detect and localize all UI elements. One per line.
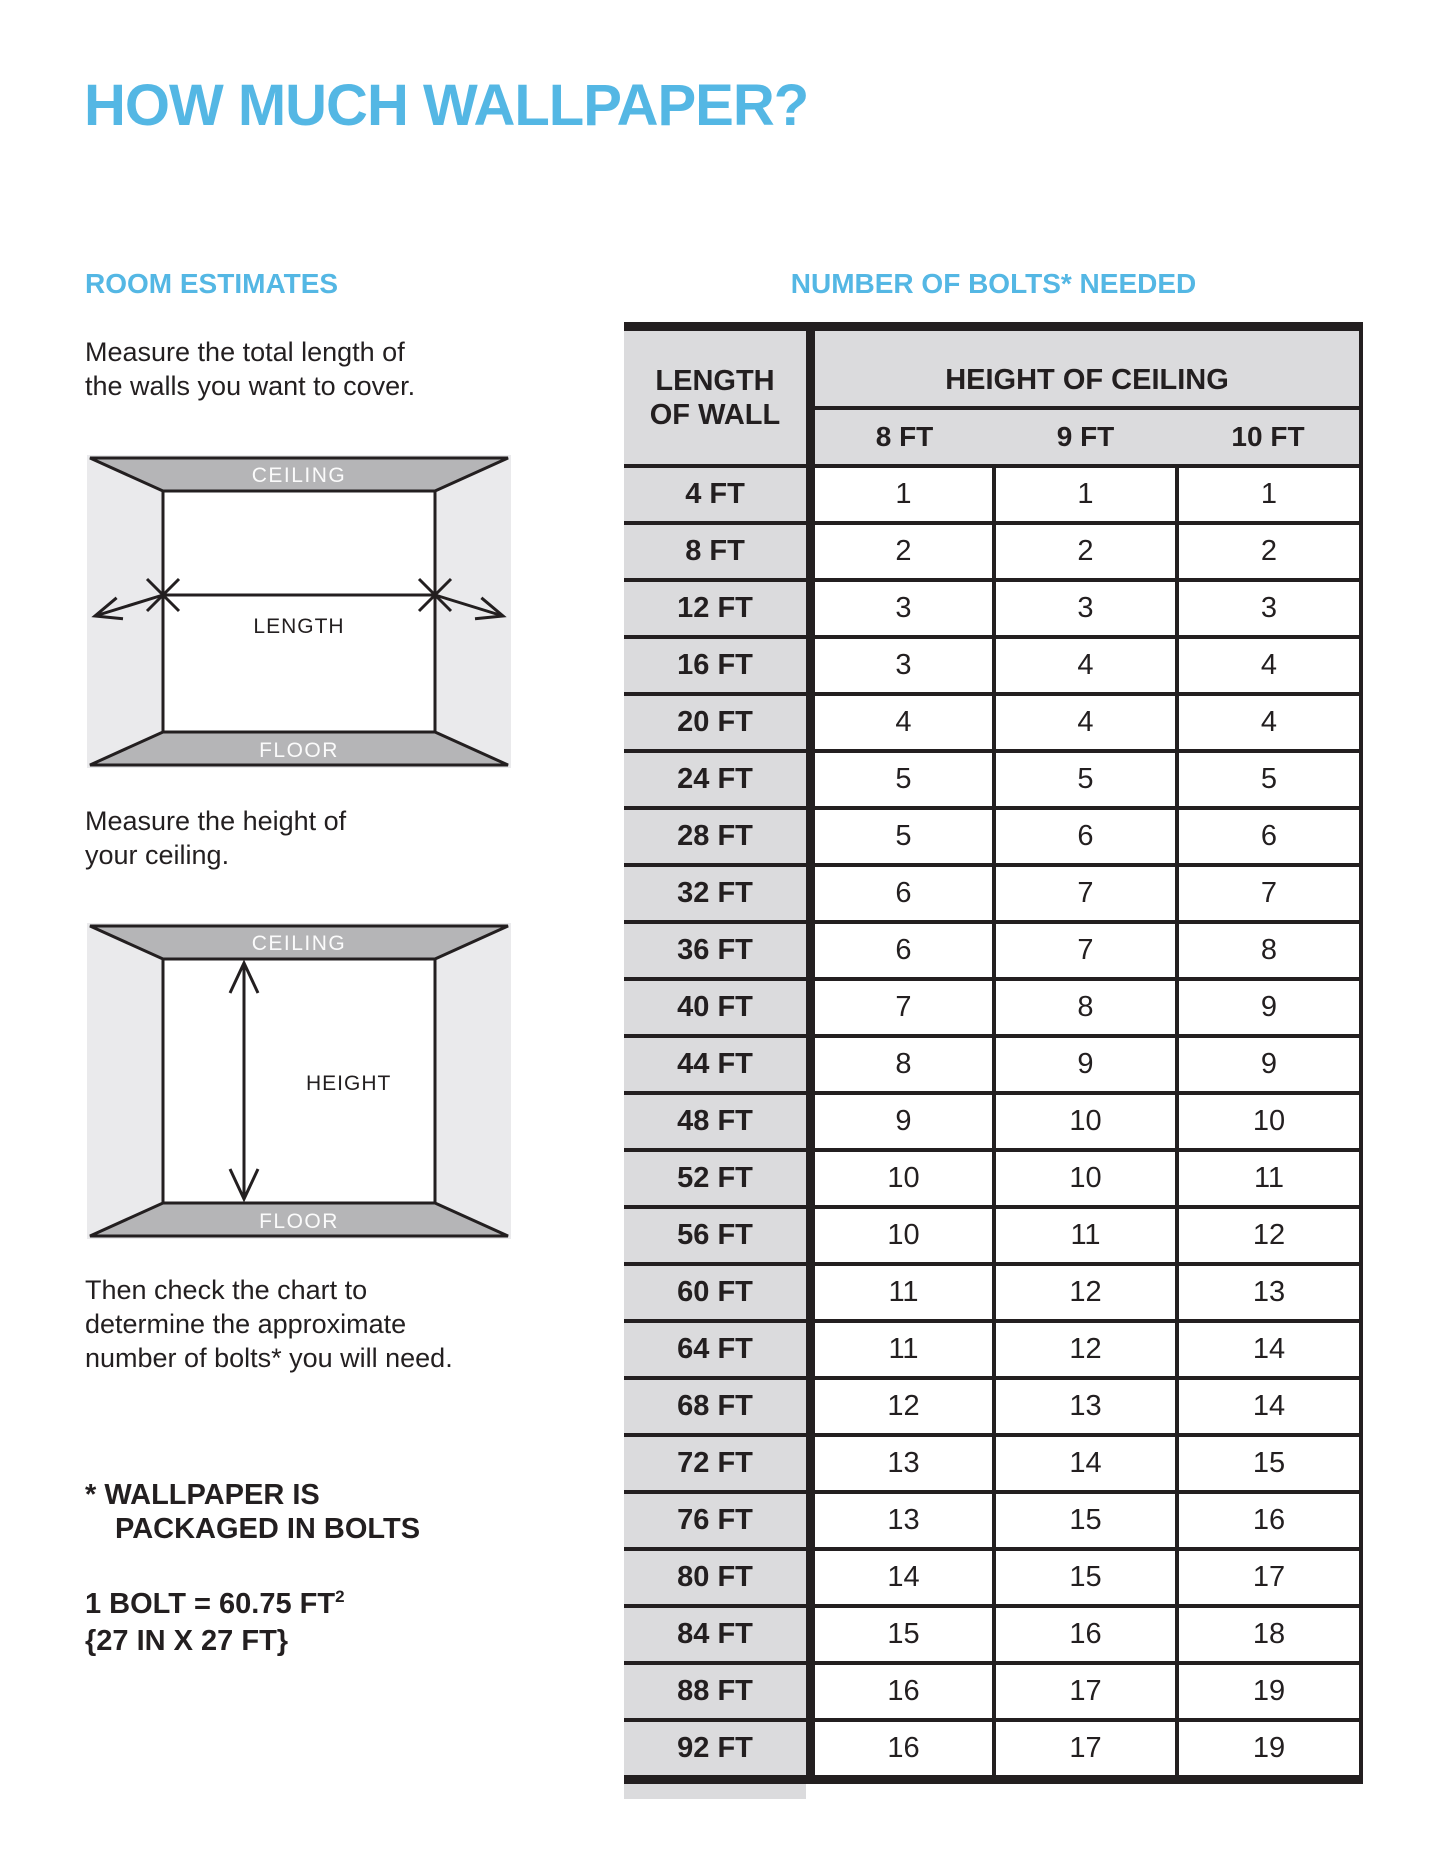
measure-length-paragraph	[85, 335, 415, 403]
row-label: 88 FT	[624, 1661, 806, 1718]
bolt-count-cell: 17	[1069, 1675, 1102, 1707]
row-label: 20 FT	[624, 692, 806, 749]
bolt-count-cell: 8	[895, 1048, 912, 1080]
bolt-count-cell: 4	[1260, 706, 1278, 738]
table-row	[815, 578, 1359, 635]
table-row	[815, 920, 1359, 977]
bolt-count-cell: 12	[887, 1390, 920, 1422]
bolt-count-cell: 10	[887, 1162, 920, 1194]
bolts-needed-heading: NUMBER OF BOLTS* NEEDED	[790, 268, 1197, 299]
bolt-count-cell: 16	[887, 1732, 920, 1764]
bolt-count-cell: 14	[1252, 1390, 1286, 1422]
bolt-count-cell: 3	[895, 649, 912, 681]
bolt-count-cell: 6	[1260, 820, 1278, 852]
bolt-count-cell: 4	[1077, 649, 1094, 681]
row-label: 64 FT	[624, 1319, 806, 1376]
bolt-count-cell: 11	[1253, 1162, 1285, 1194]
bolt-equation: 1 BOLT = 60.75 FT	[85, 1588, 336, 1620]
bolt-count-cell: 4	[895, 706, 912, 738]
bolt-count-cell: 7	[1077, 934, 1094, 966]
room-height-diagram	[87, 923, 511, 1239]
height-of-ceiling-header: HEIGHT OF CEILING	[815, 331, 1359, 406]
bolt-count-cell: 7	[1077, 877, 1094, 909]
row-label: 80 FT	[624, 1547, 806, 1604]
bolt-count-cell: 9	[895, 1105, 912, 1137]
length-of-wall-header	[624, 331, 806, 464]
corner-line: LENGTH	[655, 364, 775, 397]
bolt-count-cell: 1	[1260, 478, 1278, 510]
table-body	[624, 331, 1363, 1775]
height-dimension-label: HEIGHT	[306, 1072, 392, 1095]
bolt-area-exponent: 2	[335, 1587, 345, 1606]
room-estimates-heading: ROOM ESTIMATES	[85, 268, 339, 299]
table-row	[815, 977, 1359, 1034]
bolts-needed-table	[624, 322, 1363, 1799]
bolt-count-cell: 19	[1252, 1675, 1286, 1707]
table-row	[815, 521, 1359, 578]
bolt-count-cell: 13	[887, 1504, 920, 1536]
bolt-count-cell: 5	[1260, 763, 1278, 795]
bolt-count-cell: 16	[1252, 1504, 1286, 1536]
bolt-count-cell: 12	[1252, 1219, 1286, 1251]
bolt-count-cell: 10	[1252, 1105, 1286, 1137]
table-top-border	[624, 322, 1363, 331]
bolt-count-cell: 6	[1077, 820, 1094, 852]
room-length-diagram	[87, 455, 511, 768]
bolt-dimensions-line: {27 IN X 27 FT}	[85, 1625, 289, 1657]
bolt-count-cell: 6	[895, 934, 912, 966]
back-wall	[163, 491, 435, 732]
footnote-text: PACKAGED IN BOLTS	[115, 1513, 421, 1545]
bolt-count-cell: 5	[895, 763, 912, 795]
table-thick-divider	[806, 331, 815, 1775]
bolt-count-cell: 1	[1077, 478, 1094, 510]
bolt-count-cell: 3	[1077, 592, 1094, 624]
table-row	[815, 1718, 1359, 1775]
bolt-count-cell: 16	[1069, 1618, 1102, 1650]
bolt-count-cell: 15	[887, 1618, 920, 1650]
table-row	[815, 1661, 1359, 1718]
row-label: 60 FT	[624, 1262, 806, 1319]
table-row	[815, 1376, 1359, 1433]
bolt-count-cell: 17	[1252, 1561, 1286, 1593]
table-row	[815, 1433, 1359, 1490]
bolt-count-cell: 17	[1069, 1732, 1102, 1764]
bolt-count-cell: 14	[1252, 1333, 1286, 1365]
paragraph-line: number of bolts* you will need.	[85, 1343, 453, 1373]
bolt-count-cell: 5	[895, 820, 912, 852]
column-header-9ft: 9 FT	[1056, 421, 1115, 452]
row-label: 44 FT	[624, 1034, 806, 1091]
room-length-svg	[87, 455, 511, 768]
row-label: 56 FT	[624, 1205, 806, 1262]
table-row	[815, 464, 1359, 521]
table-row	[815, 1262, 1359, 1319]
paragraph-line: determine the approximate	[85, 1309, 407, 1339]
bolt-count-cell: 1	[895, 478, 912, 510]
bolt-count-cell: 11	[888, 1276, 919, 1308]
row-label: 76 FT	[624, 1490, 806, 1547]
bolt-count-cell: 7	[1260, 877, 1278, 909]
floor-label: FLOOR	[259, 739, 339, 762]
footnote-line	[85, 1512, 420, 1546]
bolt-count-cell: 11	[888, 1333, 919, 1365]
bolt-count-cell: 15	[1069, 1504, 1102, 1536]
row-label: 68 FT	[624, 1376, 806, 1433]
ceiling-label: CEILING	[251, 932, 347, 955]
row-label: 32 FT	[624, 863, 806, 920]
table-bottom-border	[624, 1775, 1363, 1784]
bolt-count-cell: 2	[1260, 535, 1278, 567]
table-row	[815, 1490, 1359, 1547]
ceiling-label: CEILING	[251, 464, 347, 487]
paragraph-line: Measure the total length of	[85, 337, 405, 367]
row-label: 16 FT	[624, 635, 806, 692]
bolt-count-cell: 5	[1077, 763, 1094, 795]
row-label: 48 FT	[624, 1091, 806, 1148]
bolt-count-cell: 13	[1069, 1390, 1102, 1422]
table-label-column	[624, 331, 806, 1775]
check-chart-paragraph	[85, 1273, 453, 1375]
table-row	[815, 1547, 1359, 1604]
bolt-count-cell: 2	[895, 535, 912, 567]
bolt-count-cell: 9	[1077, 1048, 1094, 1080]
bolt-count-cell: 11	[1070, 1219, 1101, 1251]
bolt-count-cell: 10	[1069, 1162, 1102, 1194]
corner-line: OF WALL	[649, 398, 781, 431]
paragraph-line: your ceiling.	[85, 840, 230, 870]
paragraph-line: the walls you want to cover.	[85, 371, 416, 401]
bolt-count-cell: 7	[895, 991, 912, 1023]
floor-label: FLOOR	[259, 1210, 339, 1233]
row-label: 92 FT	[624, 1718, 806, 1775]
row-label: 72 FT	[624, 1433, 806, 1490]
page-title: HOW MUCH WALLPAPER?	[84, 73, 809, 138]
row-label: 40 FT	[624, 977, 806, 1034]
table-row	[815, 1319, 1359, 1376]
bolt-count-cell: 10	[887, 1219, 920, 1251]
row-label: 52 FT	[624, 1148, 806, 1205]
table-row	[815, 1205, 1359, 1262]
table-row	[815, 1091, 1359, 1148]
table-data-area	[815, 331, 1363, 1775]
bolt-count-cell: 15	[1252, 1447, 1286, 1479]
row-label: 8 FT	[624, 521, 806, 578]
bolt-count-cell: 13	[1252, 1276, 1286, 1308]
bolt-count-cell: 18	[1252, 1618, 1286, 1650]
bolt-count-cell: 10	[1069, 1105, 1102, 1137]
paragraph-line: Then check the chart to	[85, 1275, 368, 1305]
bolt-count-cell: 16	[887, 1675, 920, 1707]
bolt-count-cell: 2	[1077, 535, 1094, 567]
table-row	[815, 863, 1359, 920]
bolt-count-cell: 4	[1260, 649, 1278, 681]
bolt-count-cell: 12	[1069, 1276, 1102, 1308]
table-row	[815, 1604, 1359, 1661]
table-row	[815, 635, 1359, 692]
footnote-text: WALLPAPER IS	[104, 1479, 320, 1511]
bolt-count-cell: 3	[895, 592, 912, 624]
row-label: 28 FT	[624, 806, 806, 863]
row-label: 24 FT	[624, 749, 806, 806]
bolt-count-cell: 14	[887, 1561, 920, 1593]
bolt-equation-line	[85, 1578, 345, 1623]
bolt-count-cell: 8	[1260, 934, 1278, 966]
column-header-10ft: 10 FT	[1231, 421, 1305, 452]
table-row	[815, 1034, 1359, 1091]
table-row	[815, 692, 1359, 749]
column-header-8ft: 8 FT	[875, 421, 934, 452]
table-row	[815, 1148, 1359, 1205]
bolt-count-cell: 6	[895, 877, 912, 909]
asterisk: *	[85, 1479, 97, 1511]
row-label: 4 FT	[624, 464, 806, 521]
bolts-footnote	[85, 1478, 420, 1546]
paragraph-line: Measure the height of	[85, 806, 347, 836]
back-wall	[163, 959, 435, 1203]
table-row	[815, 806, 1359, 863]
table-row	[815, 749, 1359, 806]
row-label: 36 FT	[624, 920, 806, 977]
row-label: 12 FT	[624, 578, 806, 635]
ceiling-height-subheader-row	[815, 406, 1359, 464]
bolt-count-cell: 9	[1260, 991, 1278, 1023]
bolt-count-cell: 3	[1260, 592, 1278, 624]
length-dimension-label: LENGTH	[253, 615, 345, 638]
bolt-count-cell: 8	[1077, 991, 1094, 1023]
label-column-stub	[624, 1784, 806, 1799]
bolt-count-cell: 9	[1260, 1048, 1278, 1080]
bolt-count-cell: 15	[1069, 1561, 1102, 1593]
bolt-count-cell: 13	[887, 1447, 920, 1479]
footnote-line	[85, 1478, 420, 1512]
measure-height-paragraph	[85, 804, 346, 872]
row-label: 84 FT	[624, 1604, 806, 1661]
bolt-count-cell: 19	[1252, 1732, 1286, 1764]
bolt-count-cell: 4	[1077, 706, 1094, 738]
bolt-count-cell: 14	[1069, 1447, 1102, 1479]
room-height-svg	[87, 923, 511, 1239]
bolt-size-info	[85, 1578, 345, 1660]
bolt-count-cell: 12	[1069, 1333, 1102, 1365]
